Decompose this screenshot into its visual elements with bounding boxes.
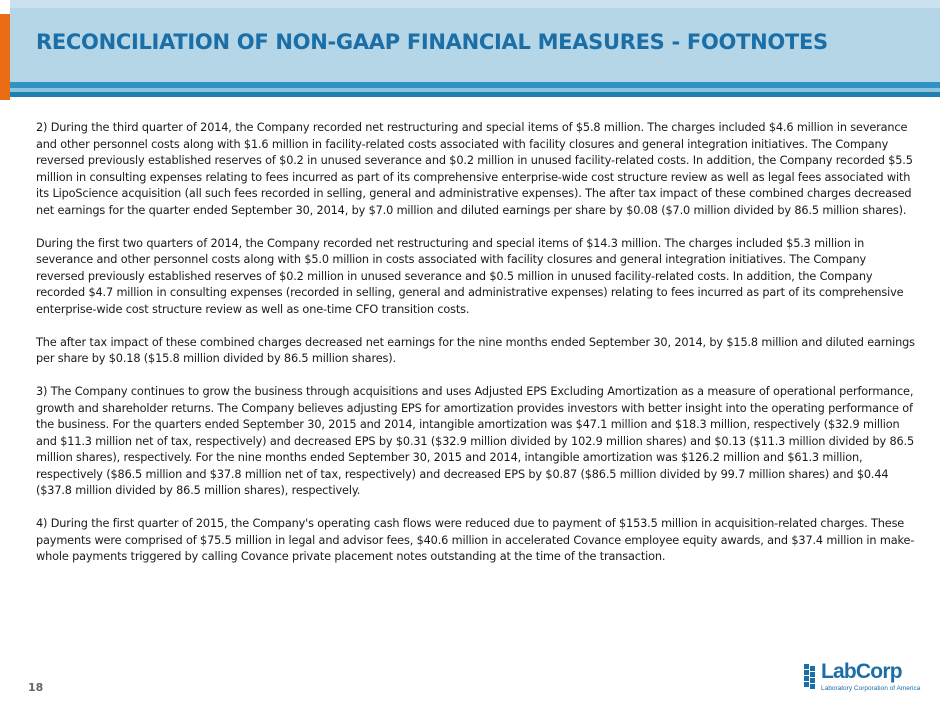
footnote-paragraph: During the first two quarters of 2014, the Company recorded net restructuring and special items of $14.3 million. The charges included $5.3 million in severance and other personnel costs along with $5.0 million in costs associated with facility closures and general integration initiatives. The Company reversed previously established reserves of $0.2 million in unused severance and $0.5 million in unused facility-related costs. In addition, the Company recorded $4.7 million in consulting expenses (recorded in selling, general and administrative expenses) relating to fees incurred as part of its comprehensive enterprise-wide cost structure review as well as one-time CFO transition costs. [36, 236, 904, 316]
logo-tagline: Laboratory Corporation of America [821, 685, 921, 692]
footnote-paragraph: The after tax impact of these combined charges decreased net earnings for the nine months ended September 30, 2014, by $15.8 million and diluted earnings per share by $0.18 ($15.8 million divided by 86.5 million shares). [36, 335, 915, 365]
logo-wordmark: LabCorp [821, 660, 902, 683]
header-stripe [10, 92, 940, 97]
orange-accent-bar [0, 14, 10, 100]
footnote-paragraph: 4) During the first quarter of 2015, the Company's operating cash flows were reduced due to payment of $153.5 million in acquisition-related charges. These payments were comprised of $75.5 million in legal and advisor fees, $40.6 million in accelerated Covance employee equity awards, and $37.4 million in make-whole payments triggered by calling Covance private placement notes outstanding at the time of the transaction. [36, 517, 915, 563]
footnotes-body [36, 120, 916, 582]
footnote-paragraph: 3) The Company continues to grow the business through acquisitions and uses Adjusted EPS Excluding Amortization as a measure of operational performance, growth and shareholder returns. The Company believes adjusting EPS for amortization provides investors with better insight into the operating performance of the business. For the quarters ended September 30, 2015 and 2014, intangible amortization was $47.1 million and $18.3 million, respectively ($32.9 million and $11.3 million net of tax, respectively) and decreased EPS by $0.31 ($32.9 million divided by 102.9 million shares) and $0.13 ($11.3 million divided by 86.5 million shares), respectively. For the nine months ended September 30, 2015 and 2014, intangible amortization was $126.2 million and $61.3 million, respectively ($86.5 million and $37.8 million net of tax, respectively) and decreased EPS by $0.87 ($86.5 million divided by 99.7 million shares) and $0.44 ($37.8 million divided by 86.5 million shares), respectively. [36, 385, 915, 497]
page-number: 18 [28, 681, 44, 694]
labcorp-logo [803, 660, 921, 696]
header-band [0, 0, 940, 100]
page-title: RECONCILIATION OF NON-GAAP FINANCIAL MEASURES - FOOTNOTES [36, 30, 828, 54]
labcorp-logo-icon [803, 663, 819, 693]
footnote-paragraph: 2) During the third quarter of 2014, the Company recorded net restructuring and special items of $5.8 million. The charges included $4.6 million in severance and other personnel costs along with $1.6 million in facility-related costs associated with facility closures and general integration initiatives. The Company reversed previously established reserves of $0.2 in unused severance and $0.2 million in unused facility-related costs. In addition, the Company recorded $5.5 million in consulting expenses relating to fees incurred as part of its comprehensive enterprise-wide cost structure review as well as legal fees associated with its LipoScience acquisition (all such fees recorded in selling, general and administrative expenses). The after tax impact of these combined charges decreased net earnings for the quarter ended September 30, 2014, by $7.0 million and diluted earnings per share by $0.08 ($7.0 million divided by 86.5 million shares). [36, 121, 913, 217]
header-band-top [10, 0, 940, 8]
